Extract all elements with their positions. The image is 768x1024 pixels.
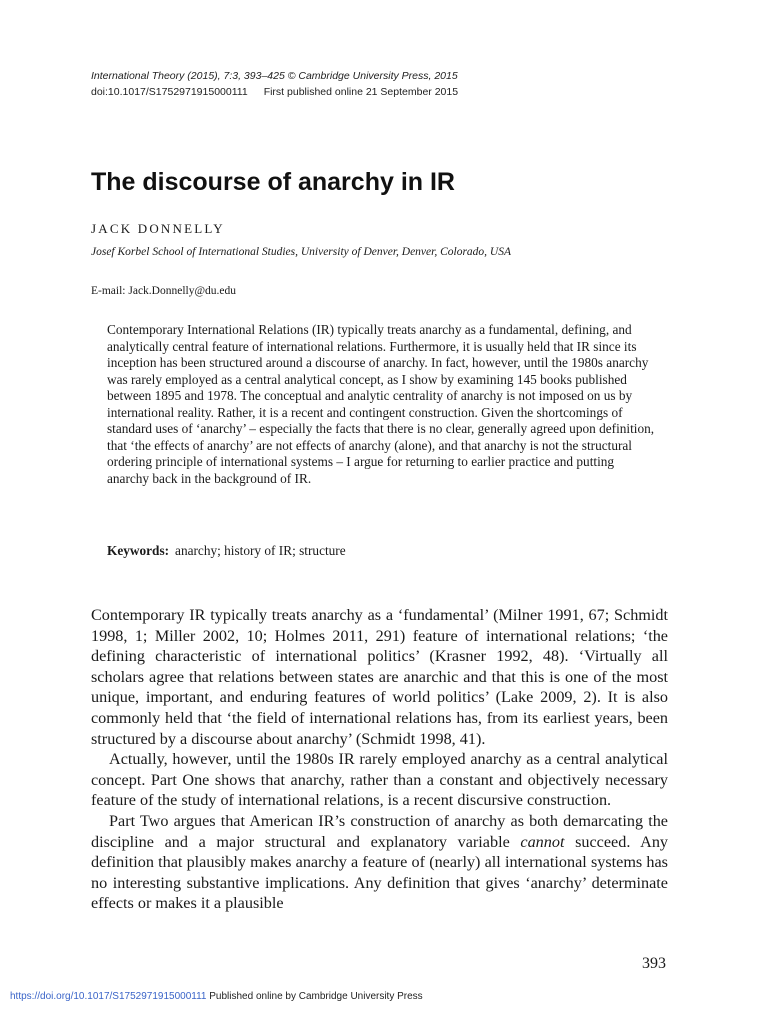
journal-header <box>91 68 691 100</box>
keywords-label: Keywords: <box>107 543 170 558</box>
emphasis-cannot: cannot <box>520 832 565 851</box>
body-paragraph-2: Actually, however, until the 1980s IR rarely employed anarchy as a central analytical concept. Part One shows that anarchy, rather than a constant and objectively necessary feature of the study of international relations, is a recent discursive construction. <box>91 750 668 810</box>
publication-date: First published online 21 September 2015 <box>263 86 459 98</box>
paragraph-3-start: Part Two argues that American IR’s construction of anarchy as both demarcating the discipline and a major structural and explanatory variable <box>91 811 668 851</box>
page-number: 393 <box>642 955 666 972</box>
author-affiliation: Josef Korbel School of International Studies, University of Denver, Denver, Colorado, USA <box>91 246 512 258</box>
doi-link[interactable]: https://doi.org/10.1017/S1752971915000111 <box>10 991 207 1002</box>
paragraph-3-end: succeed. Any definition that plausibly makes anarchy a feature of (nearly) all international systems has no interesting substantive implications. Any definition that gives ‘anarchy’ determinate effects or makes it a plausible <box>91 832 669 913</box>
article-doi: doi:10.1017/S1752971915000111 <box>91 86 248 98</box>
footer-publisher: Published online by Cambridge University Press <box>206 991 423 1002</box>
article-body <box>91 605 668 914</box>
body-paragraph-1: Contemporary IR typically treats anarchy as a ‘fundamental’ (Milner 1991, 67; Schmidt 1998, 1; Miller 2002, 10; Holmes 2011, 291) feature of international relations; ‘the defining characteristic of international politics’ (Krasner 1992, 48). ‘Virtually all scholars agree that relations between states are anarchic and that this is one of the most unique, important, and enduring features of world politics’ (Lake 2009, 2). It is also commonly held that ‘the field of international relations has, from its earliest years, been structured by a discourse about anarchy’ (Schmidt 1998, 41). <box>91 606 668 748</box>
keywords-list: anarchy; history of IR; structure <box>175 543 346 558</box>
journal-citation: International Theory (2015), 7:3, 393–425 © Cambridge University Press, 2015 <box>91 70 458 82</box>
abstract: Contemporary International Relations (IR) typically treats anarchy as a fundamental, defining, and analytically central feature of international relations. Furthermore, it is usually held that IR since its inception has been structured around a discourse of anarchy. In fact, however, until the 1980s anarchy was rarely employed as a central analytical concept, as I show by examining 145 books published between 1895 and 1978. The conceptual and analytic centrality of anarchy is not imposed on us by international reality. Rather, it is a recent and contingent construction. Given the shortcomings of standard uses of ‘anarchy’ – especially the facts that there is no clear, generally agreed upon definition, that ‘the effects of anarchy’ are not effects of anarchy (alone), and that anarchy is not the structural ordering principle of international systems – I argue for returning to earlier practice and putting anarchy back in the background of IR. <box>107 322 655 486</box>
author-name: JACK DONNELLY <box>91 221 225 236</box>
body-paragraph-3 <box>91 811 668 914</box>
doi-line <box>91 84 691 100</box>
author-email: E-mail: Jack.Donnelly@du.edu <box>91 285 237 297</box>
article-title: The discourse of anarchy in IR <box>91 168 455 196</box>
footer <box>10 990 423 1004</box>
keywords <box>107 542 346 560</box>
